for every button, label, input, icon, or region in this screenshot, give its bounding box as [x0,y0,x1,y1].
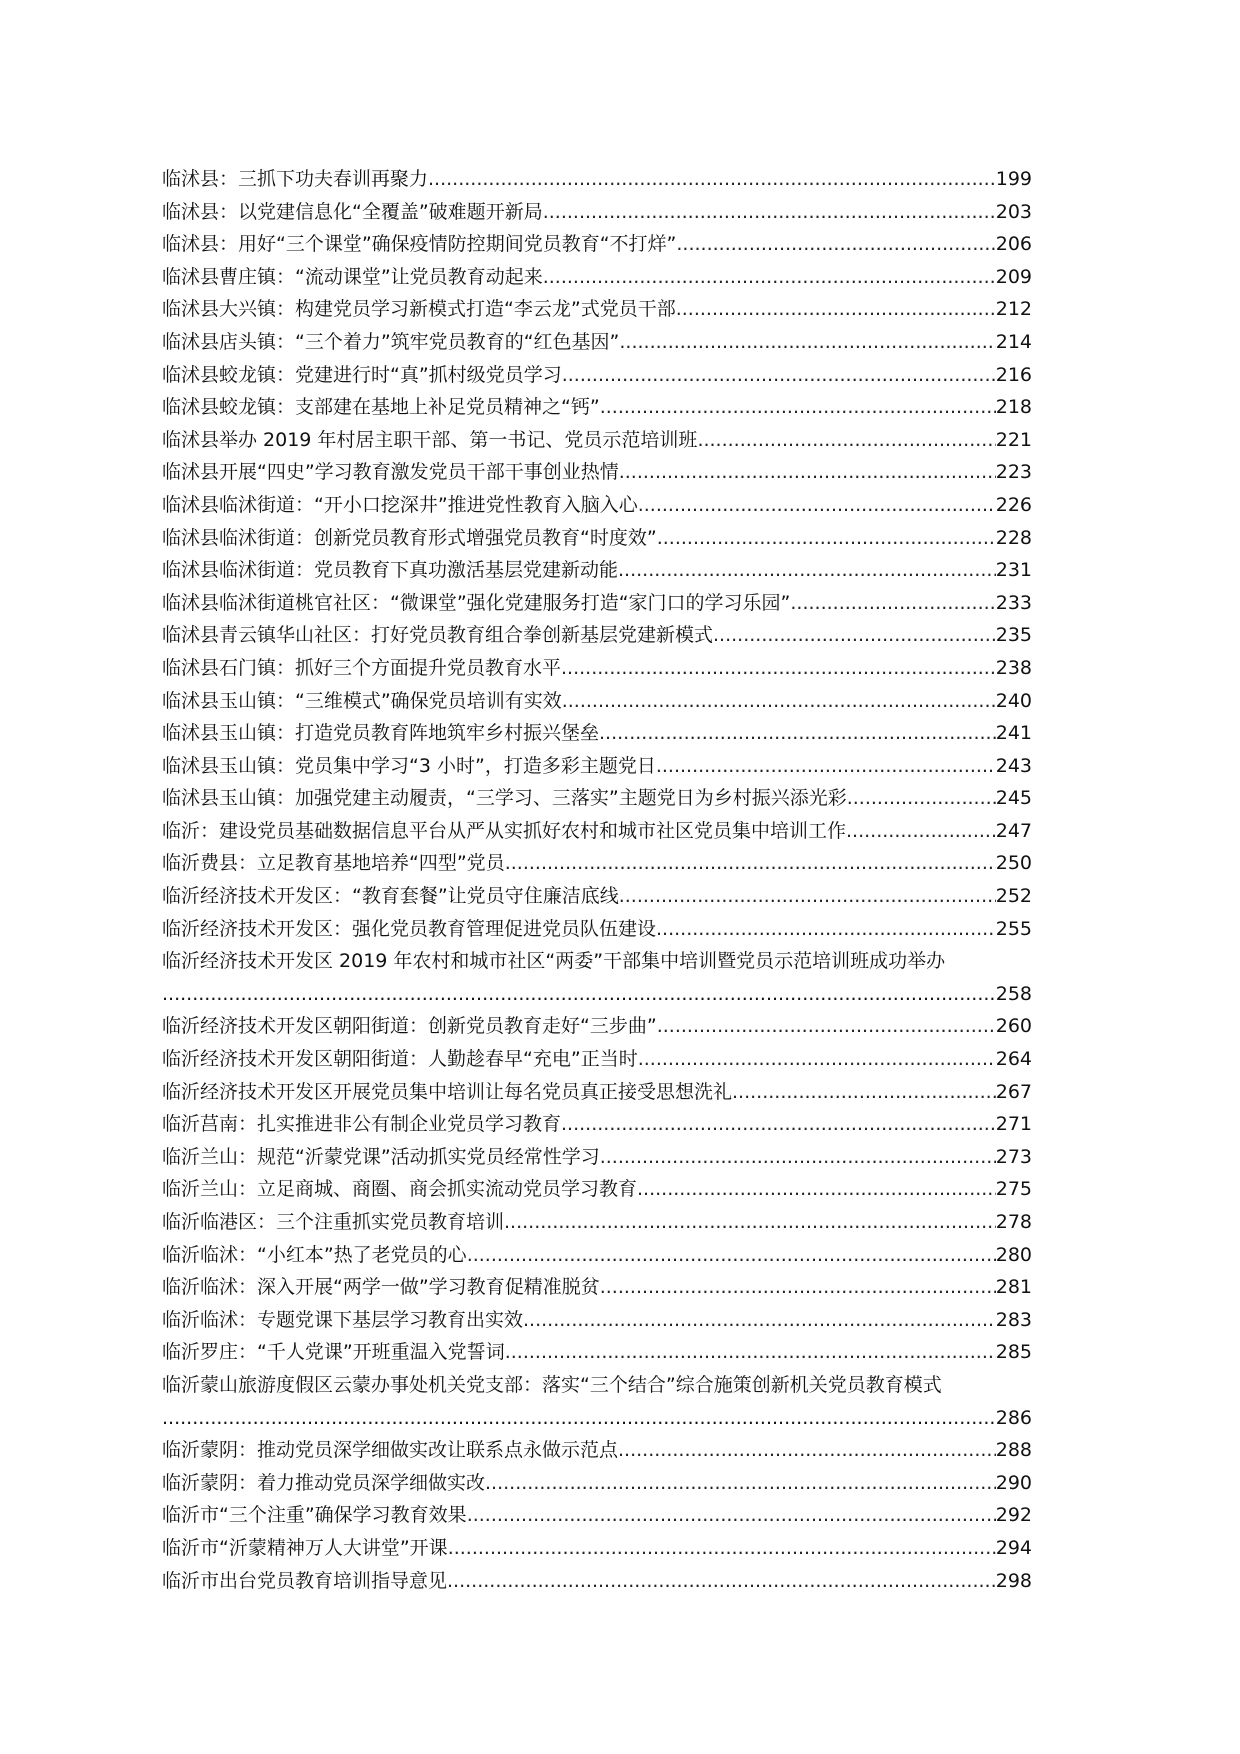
toc-entry[interactable] [162,1206,1032,1239]
toc-entry[interactable] [162,1010,1032,1043]
toc-entry-title: 临沂经济技术开发区开展党员集中培训让每名党员真正接受思想洗礼 [162,1080,733,1103]
dot-leader [600,1141,996,1174]
toc-entry-page: 238 [995,656,1032,679]
toc-entry[interactable] [162,652,1032,685]
toc-entry[interactable] [162,1336,1032,1369]
dot-leader [638,1043,996,1076]
dot-leader [790,587,995,620]
toc-entry[interactable] [162,1565,1032,1598]
toc-entry-page: 231 [995,559,1032,582]
toc-entry[interactable] [162,1141,1032,1174]
toc-entry-continuation[interactable] [162,1402,1032,1435]
toc-entry-title: 临沂蒙阴：着力推动党员深学细做实改 [162,1471,486,1494]
toc-entry-title: 临沭县石门镇：抓好三个方面提升党员教育水平 [162,656,562,679]
toc-entry[interactable] [162,228,1032,261]
dot-leader [599,717,996,750]
dot-leader [467,1239,996,1272]
toc-entry-title: 临沭县举办 2019 年村居主职干部、第一书记、党员示范培训班 [162,428,698,451]
toc-entry-page: 218 [995,396,1032,419]
toc-entry-page: 288 [995,1439,1032,1462]
toc-entry-title: 临沭县临沭街道桃官社区：“微课堂”强化党建服务打造“家门口的学习乐园” [162,591,791,614]
dot-leader [656,750,996,783]
dot-leader [543,261,996,294]
toc-entry-page: 264 [995,1048,1032,1071]
dot-leader [656,913,996,946]
dot-leader [561,1108,996,1141]
toc-entry[interactable] [162,1173,1032,1206]
dot-leader [637,1173,996,1206]
toc-entry[interactable] [162,750,1032,783]
toc-entry-title: 临沭县玉山镇：加强党建主动履责，“三学习、三落实”主题党日为乡村振兴添光彩 [162,787,847,810]
toc-entry-page: 285 [995,1341,1032,1364]
toc-entry-page: 240 [995,689,1032,712]
dot-leader [562,685,996,718]
toc-entry-title: 临沂市“三个注重”确保学习教育效果 [162,1504,467,1527]
toc-entry[interactable] [162,1043,1032,1076]
toc-entry[interactable] [162,1239,1032,1272]
dot-leader [162,1402,996,1435]
toc-entry-title: 临沂经济技术开发区朝阳街道：创新党员教育走好“三步曲” [162,1015,657,1038]
toc-entry-page: 280 [995,1243,1032,1266]
toc-entry-title: 临沂蒙山旅游度假区云蒙办事处机关党支部：落实“三个结合”综合施策创新机关党员教育模式 [162,1373,942,1396]
toc-entry[interactable] [162,880,1032,913]
toc-entry[interactable] [162,489,1032,522]
toc-entry[interactable] [162,261,1032,294]
dot-leader [600,391,996,424]
toc-entry[interactable] [162,1369,1032,1402]
toc-entry-page: 252 [995,885,1032,908]
table-of-contents [162,163,1032,1597]
toc-entry[interactable] [162,1271,1032,1304]
dot-leader [713,619,996,652]
toc-entry-page: 267 [995,1080,1032,1103]
toc-entry[interactable] [162,1532,1032,1565]
toc-entry-title: 临沭县蛟龙镇：党建进行时“真”抓村级党员学习 [162,363,562,386]
toc-entry-page: 226 [995,493,1032,516]
toc-entry-page: 209 [995,265,1032,288]
dot-leader [428,163,996,196]
dot-leader [697,424,995,457]
toc-entry-page: 228 [995,526,1032,549]
dot-leader [447,1565,996,1598]
dot-leader [523,1304,996,1337]
toc-entry-page: 216 [995,363,1032,386]
toc-entry-title: 临沂兰山：规范“沂蒙党课”活动抓实党员经常性学习 [162,1145,600,1168]
dot-leader [732,1076,996,1109]
toc-entry-page: 214 [995,330,1032,353]
toc-entry[interactable] [162,945,1032,978]
toc-entry[interactable] [162,196,1032,229]
dot-leader [846,815,996,848]
toc-entry-title: 临沭县临沭街道：创新党员教育形式增强党员教育“时度效” [162,526,657,549]
toc-entry-title: 临沭县临沭街道：“开小口挖深井”推进党性教育入脑入心 [162,493,638,516]
toc-entry[interactable] [162,456,1032,489]
toc-entry[interactable] [162,1108,1032,1141]
toc-entry[interactable] [162,359,1032,392]
toc-entry[interactable] [162,522,1032,555]
dot-leader [847,782,996,815]
dot-leader [657,522,996,555]
toc-entry-page: 247 [995,819,1032,842]
dot-leader [505,1336,996,1369]
dot-leader [505,847,996,880]
dot-leader [618,1434,996,1467]
toc-entry-page: 243 [995,754,1032,777]
toc-entry[interactable] [162,293,1032,326]
toc-entry-title: 临沂市出台党员教育培训指导意见 [162,1569,448,1592]
toc-entry[interactable] [162,424,1032,457]
toc-entry-page: 245 [995,787,1032,810]
toc-entry-page: 260 [995,1015,1032,1038]
toc-entry[interactable] [162,554,1032,587]
toc-entry[interactable] [162,815,1032,848]
toc-entry-title: 临沂费县：立足教育基地培养“四型”党员 [162,852,505,875]
toc-entry-title: 临沭县大兴镇：构建党员学习新模式打造“李云龙”式党员干部 [162,298,676,321]
toc-entry-page: 286 [995,1406,1032,1429]
toc-entry-page: 203 [995,200,1032,223]
toc-entry[interactable] [162,782,1032,815]
dot-leader [562,359,996,392]
toc-entry-title: 临沂临沭：深入开展“两学一做”学习教育促精准脱贫 [162,1276,600,1299]
toc-entry[interactable] [162,847,1032,880]
toc-entry-title: 临沭县开展“四史”学习教育激发党员干部干事创业热情 [162,461,619,484]
dot-leader [676,228,995,261]
dot-leader [618,554,996,587]
toc-entry-title: 临沭县：用好“三个课堂”确保疫情防控期间党员教育“不打烊” [162,233,677,256]
dot-leader [657,1010,996,1043]
dot-leader [504,1206,996,1239]
toc-entry-page: 212 [995,298,1032,321]
toc-entry-title: 临沭县青云镇华山社区：打好党员教育组合拳创新基层党建新模式 [162,624,714,647]
toc-entry-page: 206 [995,233,1032,256]
toc-entry-page: 223 [995,461,1032,484]
toc-entry[interactable] [162,1467,1032,1500]
toc-entry-continuation[interactable] [162,978,1032,1011]
toc-entry-title: 临沭县曹庄镇：“流动课堂”让党员教育动起来 [162,265,543,288]
toc-entry-title: 临沂经济技术开发区 2019 年农村和城市社区“两委”干部集中培训暨党员示范培训班成功举办 [162,950,946,973]
toc-entry[interactable] [162,717,1032,750]
toc-entry-title: 临沂经济技术开发区：“教育套餐”让党员守住廉洁底线 [162,885,619,908]
dot-leader [638,489,996,522]
toc-entry-page: 221 [995,428,1032,451]
toc-entry[interactable] [162,587,1032,620]
toc-entry[interactable] [162,1434,1032,1467]
toc-entry-page: 281 [995,1276,1032,1299]
toc-entry[interactable] [162,619,1032,652]
toc-entry-title: 临沂临沭：“小红本”热了老党员的心 [162,1243,467,1266]
toc-entry-title: 临沂：建设党员基础数据信息平台从严从实抓好农村和城市社区党员集中培训工作 [162,819,847,842]
toc-entry-page: 271 [995,1113,1032,1136]
toc-entry-title: 临沭县蛟龙镇：支部建在基地上补足党员精神之“钙” [162,396,600,419]
toc-entry[interactable] [162,685,1032,718]
toc-entry-title: 临沂市“沂蒙精神万人大讲堂”开课 [162,1536,448,1559]
toc-entry-title: 临沭县玉山镇：打造党员教育阵地筑牢乡村振兴堡垒 [162,722,600,745]
toc-entry-title: 临沭县：以党建信息化“全覆盖”破难题开新局 [162,200,543,223]
toc-entry-page: 255 [995,917,1032,940]
toc-entry-page: 275 [995,1178,1032,1201]
toc-entry[interactable] [162,163,1032,196]
toc-entry[interactable] [162,1076,1032,1109]
dot-leader [543,196,996,229]
dot-leader [485,1467,996,1500]
toc-entry-page: 233 [995,591,1032,614]
toc-entry[interactable] [162,391,1032,424]
toc-entry-title: 临沂经济技术开发区朝阳街道：人勤趁春早“充电”正当时 [162,1048,638,1071]
toc-entry-title: 临沂罗庄：“千人党课”开班重温入党誓词 [162,1341,505,1364]
toc-entry-title: 临沂莒南：扎实推进非公有制企业党员学习教育 [162,1113,562,1136]
toc-entry-page: 292 [995,1504,1032,1527]
dot-leader [467,1499,996,1532]
dot-leader [561,652,996,685]
toc-entry-title: 临沂蒙阴：推动党员深学细做实改让联系点永做示范点 [162,1439,619,1462]
toc-entry-page: 290 [995,1471,1032,1494]
toc-entry-title: 临沭县玉山镇：“三维模式”确保党员培训有实效 [162,689,562,712]
dot-leader [600,1271,996,1304]
dot-leader [448,1532,996,1565]
toc-entry-title: 临沭县玉山镇：党员集中学习“3 小时”，打造多彩主题党日 [162,754,656,777]
dot-leader [162,978,996,1011]
toc-entry-title: 临沭县店头镇：“三个着力”筑牢党员教育的“红色基因” [162,330,620,353]
toc-entry-page: 235 [995,624,1032,647]
dot-leader [619,880,996,913]
dot-leader [619,326,995,359]
toc-entry-page: 241 [995,722,1032,745]
dot-leader [676,293,996,326]
toc-entry[interactable] [162,1499,1032,1532]
toc-entry-page: 258 [995,982,1032,1005]
toc-entry-page: 283 [995,1308,1032,1331]
toc-entry-title: 临沂兰山：立足商城、商圈、商会抓实流动党员学习教育 [162,1178,638,1201]
toc-entry-page: 278 [995,1211,1032,1233]
toc-entry-title: 临沂经济技术开发区：强化党员教育管理促进党员队伍建设 [162,917,657,940]
toc-entry-page: 199 [995,168,1032,190]
toc-entry-page: 294 [995,1536,1032,1559]
toc-entry-page: 298 [995,1569,1032,1592]
toc-entry-title: 临沂临港区：三个注重抓实党员教育培训 [162,1211,505,1233]
toc-entry-page: 250 [995,852,1032,875]
dot-leader [619,456,996,489]
toc-entry-title: 临沭县临沭街道：党员教育下真功激活基层党建新动能 [162,559,619,582]
toc-entry-page: 273 [995,1145,1032,1168]
toc-entry-title: 临沂临沭：专题党课下基层学习教育出实效 [162,1308,524,1331]
toc-entry[interactable] [162,913,1032,946]
toc-entry[interactable] [162,326,1032,359]
toc-entry-title: 临沭县：三抓下功夫春训再聚力 [162,168,429,190]
toc-entry[interactable] [162,1304,1032,1337]
